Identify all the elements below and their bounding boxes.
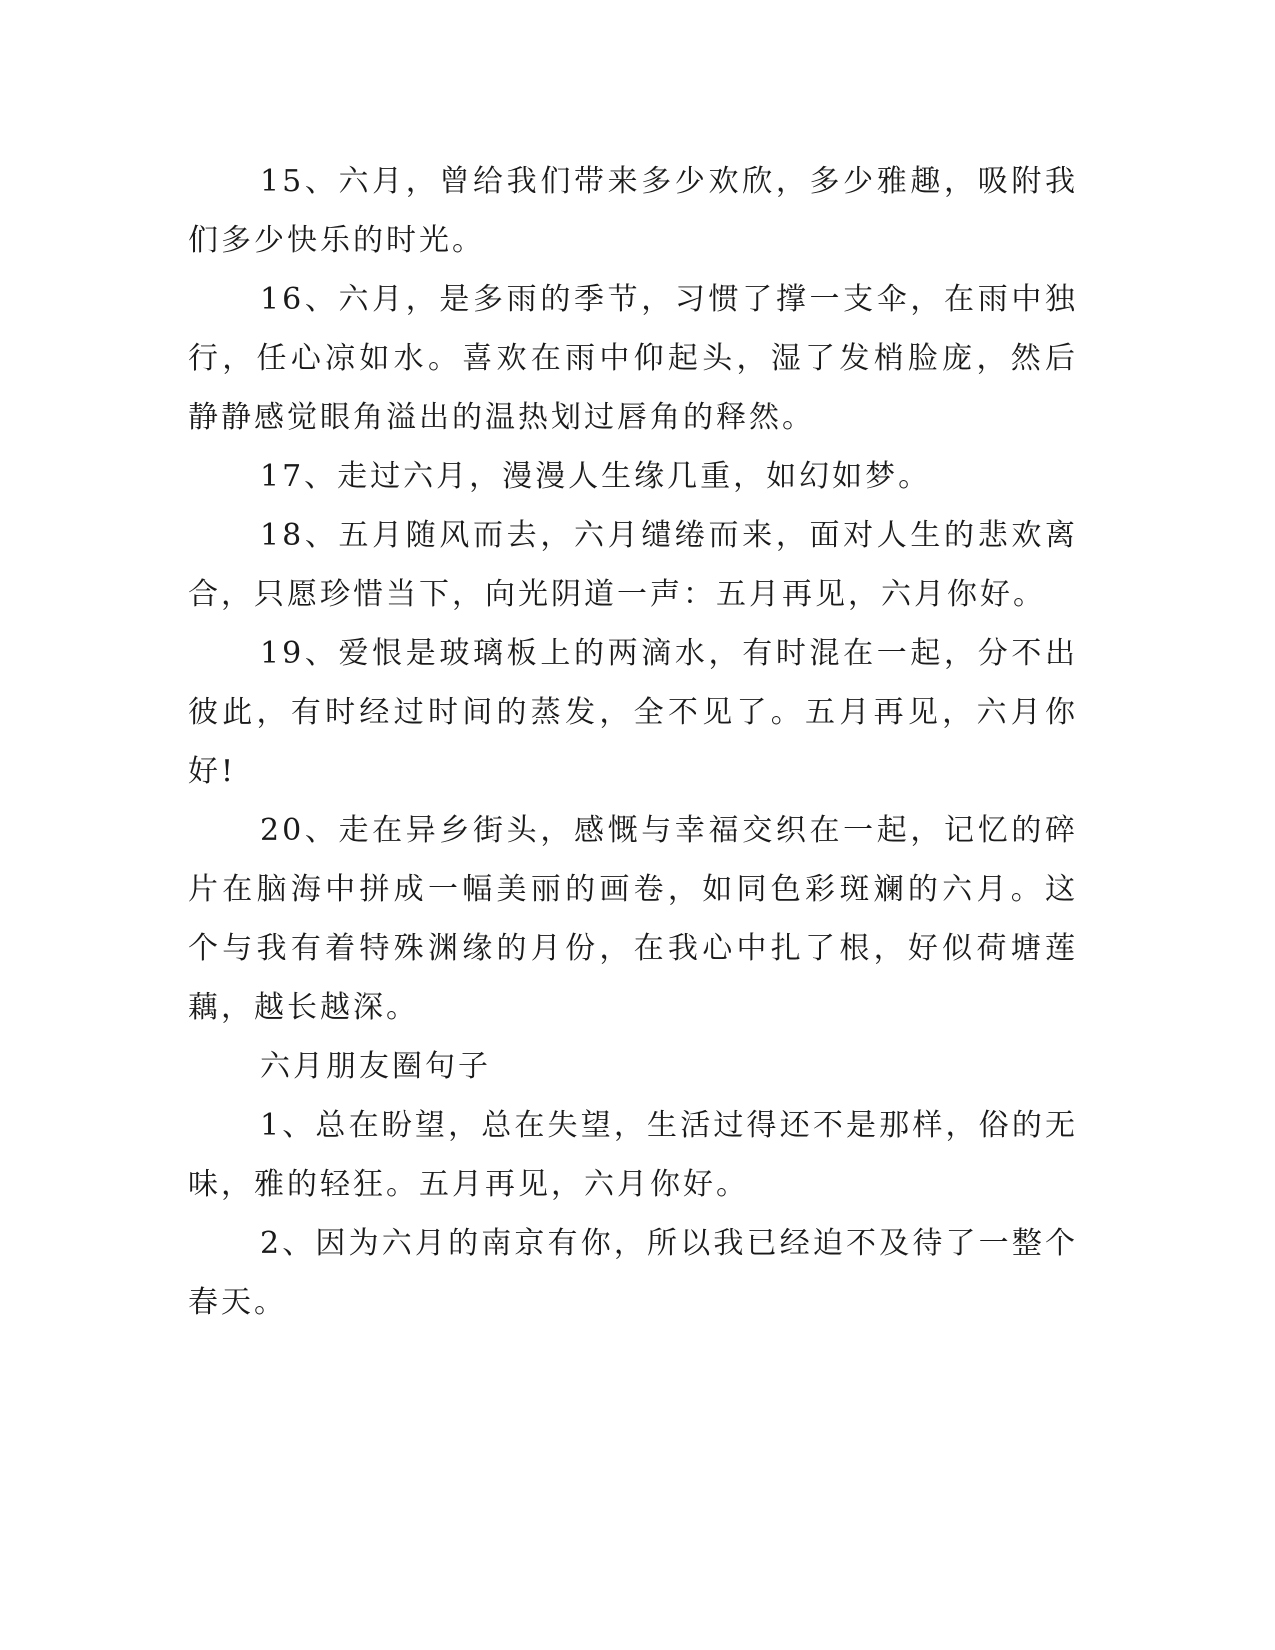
- paragraph-17: 17、走过六月，漫漫人生缘几重，如幻如梦。: [260, 459, 932, 494]
- paragraph-2: 2、因为六月的南京有你，所以我已经迫不及待了一整个春天。: [188, 1226, 1078, 1320]
- paragraph-16: 16、六月，是多雨的季节，习惯了撑一支伞，在雨中独行，任心凉如水。喜欢在雨中仰起头，湿了发梢脸庞，然后静静感觉眼角溢出的温热划过唇角的释然。: [188, 282, 1078, 435]
- paragraph-20: 20、走在异乡街头，感慨与幸福交织在一起，记忆的碎片在脑海中拼成一幅美丽的画卷，如同色彩斑斓的六月。这个与我有着特殊渊缘的月份，在我心中扎了根，好似荷塘莲藕，越长越深。: [188, 813, 1078, 1025]
- paragraph-18: 18、五月随风而去，六月缱绻而来，面对人生的悲欢离合，只愿珍惜当下，向光阴道一声：五月再见，六月你好。: [188, 518, 1078, 612]
- document-body: [188, 152, 1078, 1332]
- paragraph-15: 15、六月，曾给我们带来多少欢欣，多少雅趣，吸附我们多少快乐的时光。: [188, 164, 1078, 258]
- paragraph-1: 1、总在盼望，总在失望，生活过得还不是那样，俗的无味，雅的轻狂。五月再见，六月你好。: [188, 1108, 1078, 1202]
- section-heading: 六月朋友圈句子: [260, 1049, 491, 1084]
- paragraph-19: 19、爱恨是玻璃板上的两滴水，有时混在一起，分不出彼此，有时经过时间的蒸发，全不见了。五月再见，六月你好!: [188, 636, 1078, 789]
